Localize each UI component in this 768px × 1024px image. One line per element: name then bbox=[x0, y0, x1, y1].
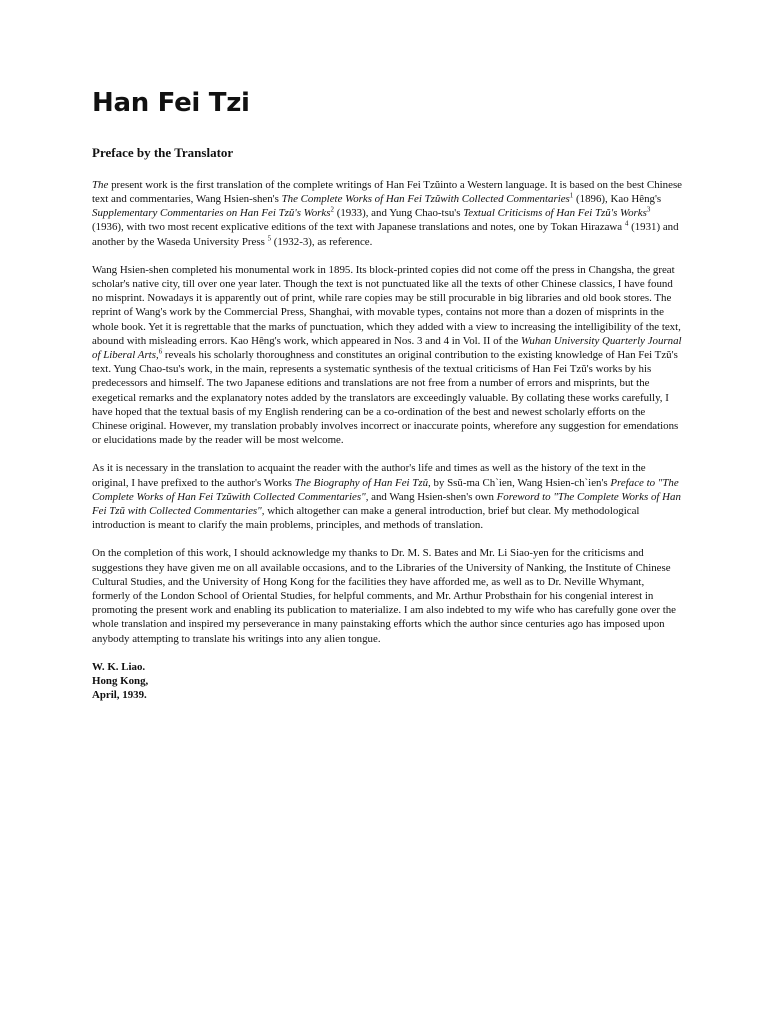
body-text: On the completion of this work, I should acknowledge my thanks to Dr. M. S. Bates and Mr. Li Siao-yen for the criticisms and suggestions they have given me on all available occasions, and to the Libraries of the University of Nanking, the Institute of Chinese Cultural Studies, and the University of Hong Kong for the facilities they have afforded me, as well as to Dr. Neville Whymant, formerly of the London School of Oriental Studies, for helpful comments, and Mr. Arthur Probsthain for his congenial interest in promoting the present work and enabling its publication to materialize. I am also indebted to my wife who has carefully gone over the whole translation and inspired my perseverance in many painstaking efforts which the author since centuries ago has imposed upon anybody attempting to translate his writings into any alien tongue. bbox=[92, 547, 676, 645]
preface-body bbox=[92, 178, 682, 646]
body-text: (1936), with two most recent explicative editions of the text with Japanese translations and notes, one by Tokan Hirazawa bbox=[92, 221, 625, 234]
footnote-ref: 4 bbox=[624, 219, 629, 228]
signature-name: W. K. Liao. bbox=[92, 660, 146, 673]
body-text: (1896), Kao Hêng's bbox=[573, 192, 662, 205]
footnote-ref: 5 bbox=[267, 233, 272, 242]
italic-text: The Complete Works of Han Fei Tzŭwith Collected Commentaries bbox=[281, 192, 570, 205]
footnote-ref: 6 bbox=[158, 347, 163, 356]
paragraph bbox=[92, 546, 682, 645]
footnote-ref: 3 bbox=[646, 205, 651, 214]
paragraph bbox=[92, 178, 682, 249]
footnote-ref: 1 bbox=[569, 191, 574, 200]
italic-text: The bbox=[92, 178, 109, 191]
section-heading: Preface by the Translator bbox=[92, 145, 234, 161]
italic-text: Preface to "The Complete Works of Han Fei Tzŭwith Collected Commentaries", bbox=[92, 476, 679, 503]
italic-text: Supplementary Commentaries on Han Fei Tzŭ's Works bbox=[92, 207, 331, 220]
signature-place: Hong Kong, bbox=[92, 675, 149, 688]
body-text: (1933), and Yung Chao-tsu's bbox=[333, 207, 464, 220]
footnote-ref: 2 bbox=[330, 205, 334, 214]
body-text: (1931) and another by the Waseda University Press bbox=[92, 221, 679, 248]
body-text: which altogether can make a general introduction, brief but clear. My methodological introduction is meant to clarify the main problems, principles, and methods of translation. bbox=[92, 505, 640, 532]
document-title: Han Fei Tzi bbox=[92, 88, 250, 118]
paragraph bbox=[92, 263, 682, 448]
body-text: present work is the first translation of the complete writings of Han Fei Tzŭinto a Western language. It is based on the best Chinese text and commentaries, Wang Hsien-shen's bbox=[92, 178, 683, 205]
italic-text: Foreword to "The Complete Works of Han Fei Tzŭ with Collected Commentaries", bbox=[92, 490, 681, 518]
body-text: reveals his scholarly thoroughness and constitutes an original contribution to the existing knowledge of Han Fei Tzŭ's text. Yung Chao-tsu's work, in the main, represents a systematic synthesis of the textual criticisms of Han Fei Tzŭ's works by his predecessors and himself. The two Japanese editions and translations are not free from a number of errors and misprints, but the exegetical remarks and the explanatory notes added by the translators are exceedingly valuable. By collating these works carefully, I have hoped that the textual basis of my English rendering can be a co-ordination of the best and newest scholarly efforts on the Chinese original. However, my translation probably involves incorrect or inaccurate points, wherefore any suggestion for emendations or elucidations made by the reader will be most welcome. bbox=[92, 349, 679, 447]
body-text: by Ssŭ-ma Ch`ien, Wang Hsien-ch`ien's bbox=[430, 476, 611, 489]
signature-date: April, 1939. bbox=[92, 689, 147, 702]
body-text: (1932-3), as reference. bbox=[271, 235, 373, 248]
italic-text: Textual Criticisms of Han Fei Tzŭ's Works bbox=[463, 207, 647, 220]
body-text: Wang Hsien-shen completed his monumental work in 1895. Its block-printed copies did not come off the press in Changsha, the great scholar's native city, till over one year later. Though the text is not punctuated like all the texts of other Chinese classics, I have found no misprint. Nowadays it is apparently out of print, while rare copies may be still procurable in big libraries and old book stores. The reprint of Wang's work by the Commercial Press, Shanghai, with movable types, contains not more than a dozen of misprints in the whole book. Yet it is regrettable that the marks of punctuation, which they added with a view to increasing the intelligibility of the text, abound with misleading errors. Kao Hêng's work, which appeared in Nos. 3 and 4 in Vol. II of the bbox=[92, 263, 681, 347]
italic-text: The Biography of Han Fei Tzŭ, bbox=[294, 476, 431, 489]
signature-block bbox=[92, 660, 682, 703]
paragraph bbox=[92, 461, 682, 532]
body-text: and Wang Hsien-shen's own bbox=[368, 490, 497, 503]
body-text: As it is necessary in the translation to acquaint the reader with the author's life and times as well as the history of the text in the original, I have prefixed to the author's Works bbox=[92, 462, 646, 489]
italic-text: Wuhan University Quarterly Journal of Liberal Arts, bbox=[92, 334, 682, 362]
